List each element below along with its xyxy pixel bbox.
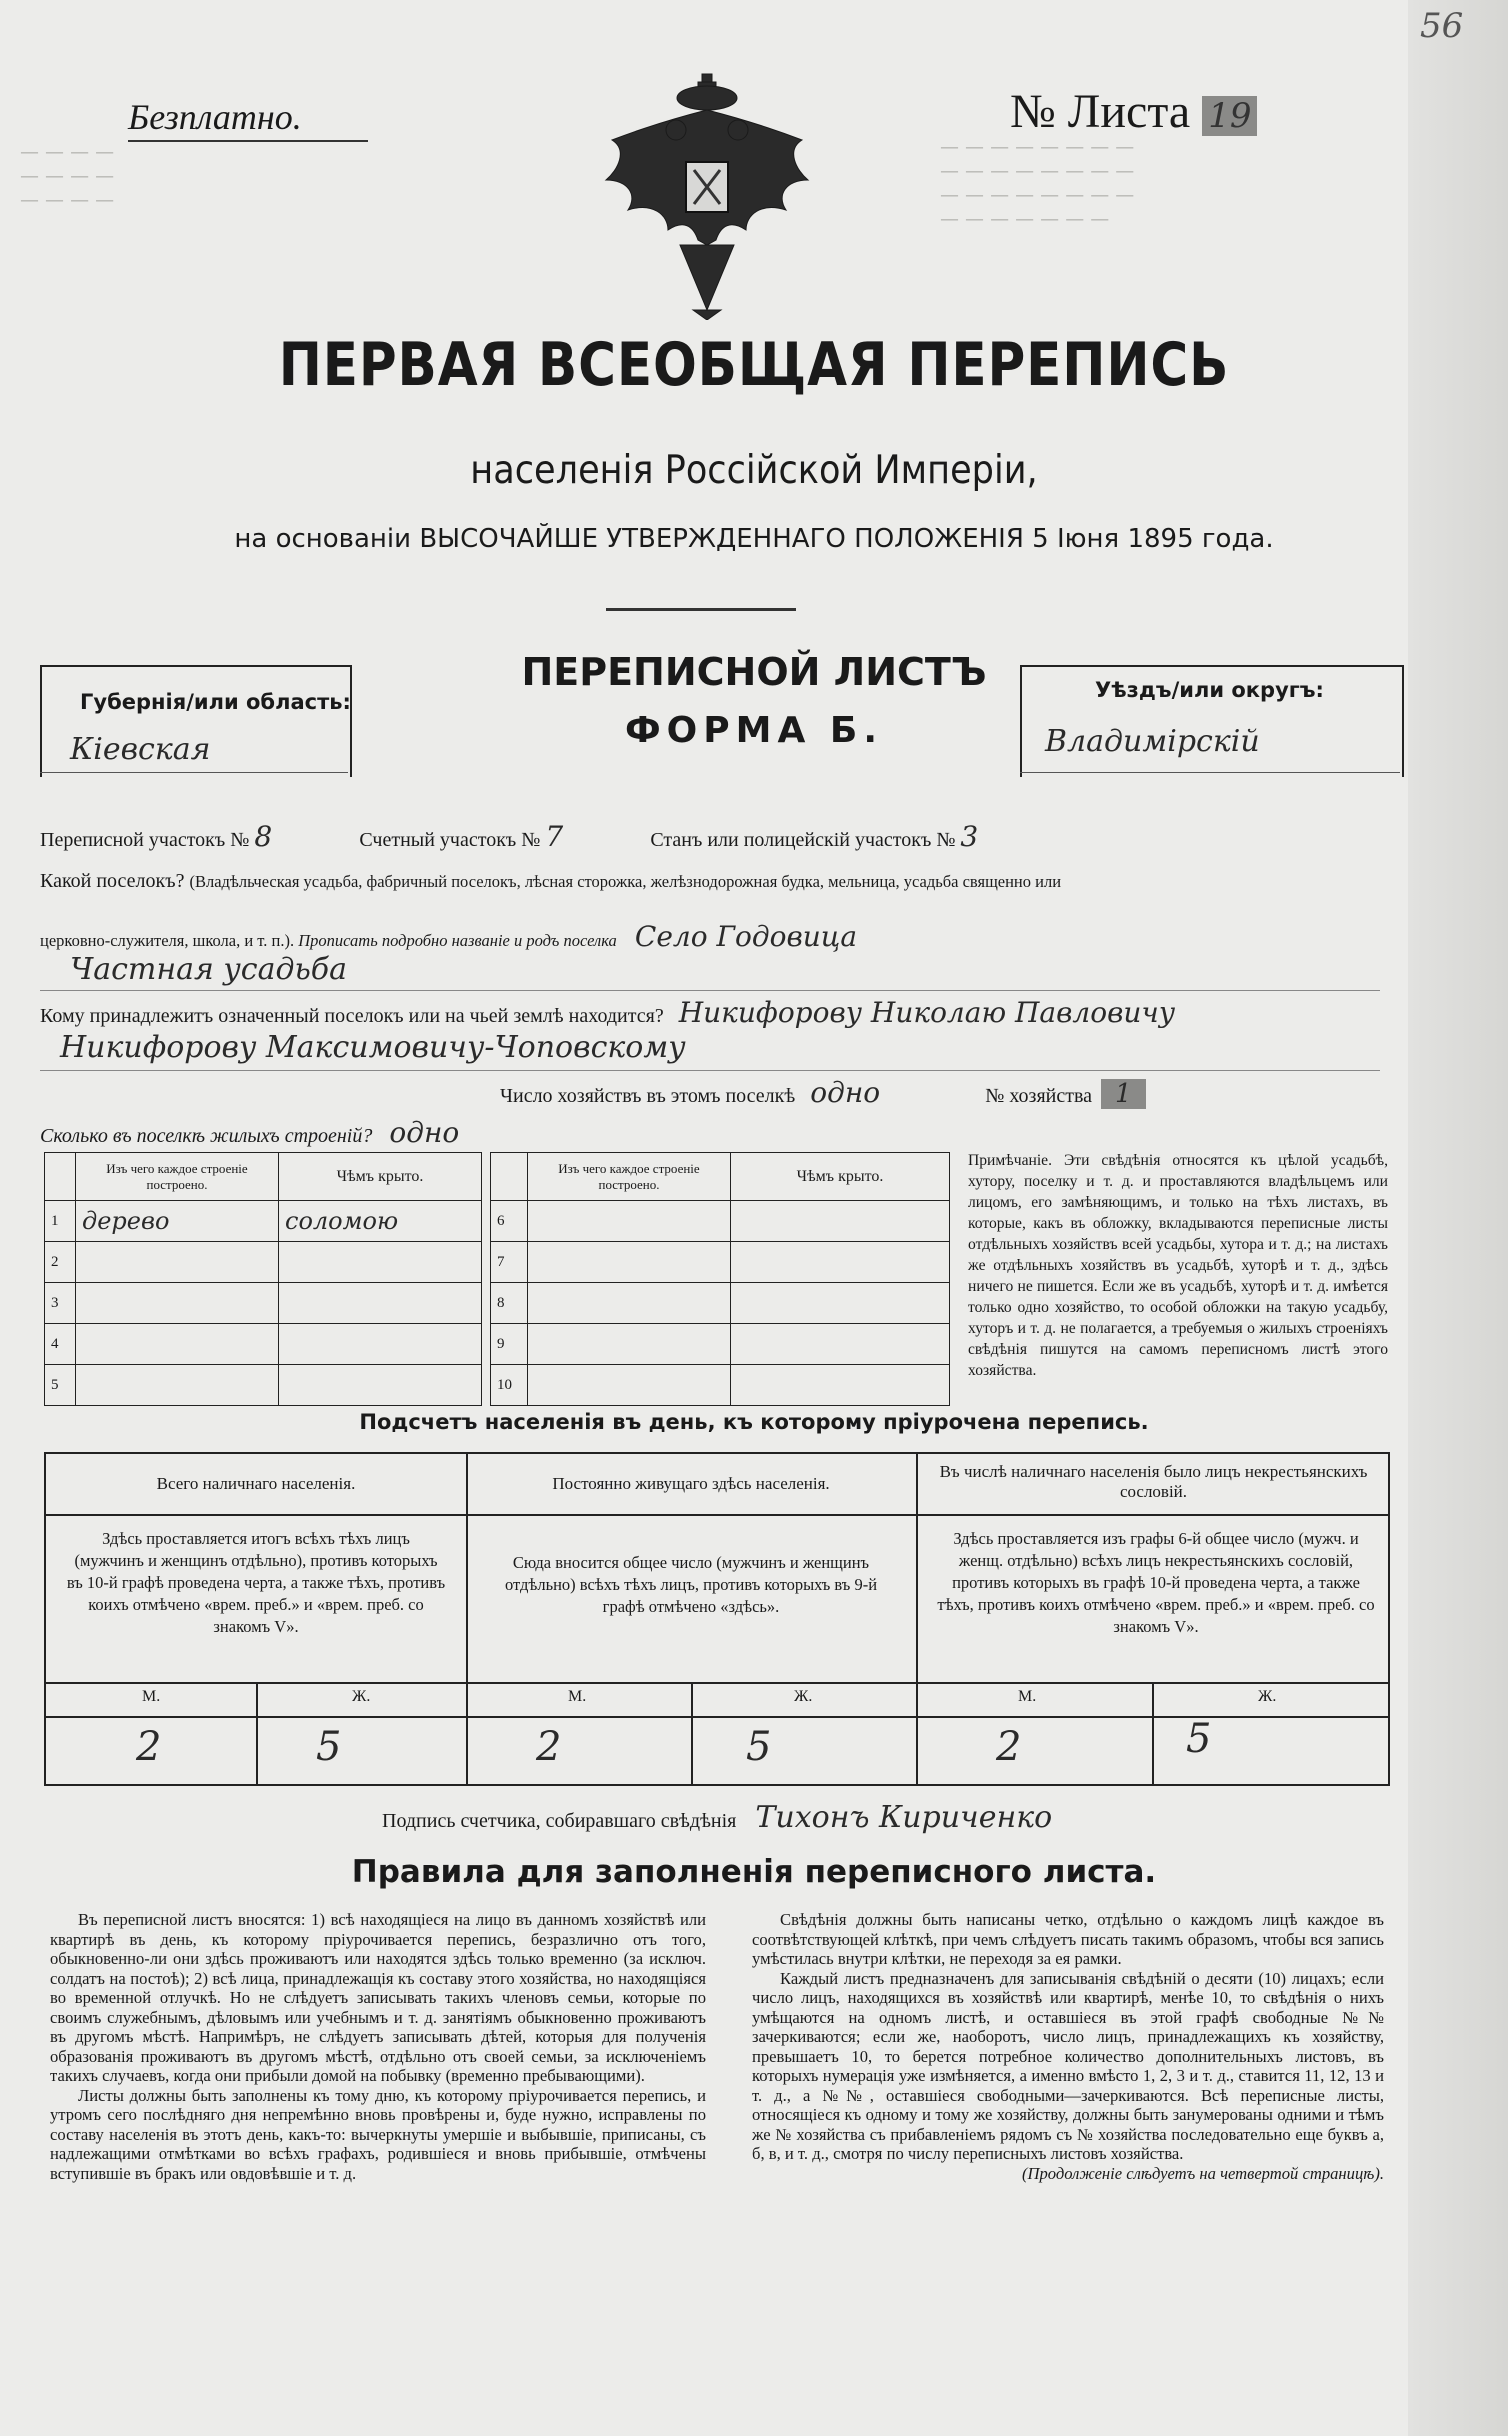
row-number: 6 (491, 1201, 528, 1242)
nonpeasant-female: 5 (1186, 1716, 1212, 1762)
settlement-hint-2: церковно-служителя, школа, и т. п.). (40, 931, 295, 950)
settlement-hint: (Владѣльческая усадьба, фабричный поселокъ, лѣсная сторожка, желѣзнодорожная будка, мельница, усадьба священно или (189, 872, 1062, 891)
guberniya-value: Кіевская (70, 732, 211, 767)
buildings-table-left (44, 1152, 482, 1406)
note: Примѣчаніе. Эти свѣдѣнія относятся къ цѣлой усадьбѣ, хутору, поселку и т. д. и проставляются владѣльцемъ или лицомъ, его замѣняющимъ, и только на тѣхъ листахъ, въ которые, какъ въ обложку, вкладываются переписные листы отдѣльныхъ хозяйствъ всей усадьбы, хутора и т. д.; на листахъ же отдѣльныхъ хозяйствъ въ усадьбѣ, хуторѣ и т. д., здѣсь ничего не пишется. Если же въ усадьбѣ, хуторѣ и т. д. имѣется только одно хозяйство, то особой обложки на такую усадьбу, хуторъ и т. д. не полагается, а требуемыя о жилыхъ строеніяхъ свѣдѣнія пишутся на самомъ переписномъ листѣ этого хозяйства. (968, 1152, 1388, 1379)
f-label-3: Ж. (1258, 1688, 1277, 1705)
buildings-value: одно (389, 1116, 460, 1149)
census-subtitle: населенія Россійской Имперіи, (470, 448, 1038, 493)
total-male: 2 (136, 1724, 162, 1770)
uezd-value: Владимірскій (1045, 724, 1260, 759)
building-material: дерево (76, 1201, 279, 1242)
household-no-value: 1 (1101, 1079, 1146, 1109)
stan-value: 3 (960, 820, 979, 853)
resident-female: 5 (746, 1724, 772, 1770)
col3-text: Здѣсь проставляется изъ графы 6-й общее число (мужч. и женщ. отдѣльно) всѣхъ лицъ некрестьянскихъ сословій, противъ которыхъ въ графѣ 10-й проведена черта, а также тѣхъ, противъ коихъ отмѣчено «врем. преб.» и «врем. преб. со знакомъ V». (937, 1529, 1375, 1636)
f-label-2: Ж. (794, 1688, 813, 1705)
households-row (500, 1076, 1146, 1109)
owner-value: Никифорову Николаю Павловичу (678, 996, 1176, 1029)
imperial-eagle-emblem (598, 70, 816, 320)
signature-label: Подпись счетчика, собиравшаго свѣдѣнія (382, 1810, 737, 1832)
rules-heading: Правила для заполненія переписного листа. (351, 1854, 1157, 1890)
household-no-label: № хозяйства (985, 1085, 1093, 1107)
col-divider-1 (466, 1454, 468, 1784)
corner-number: 56 (1420, 6, 1464, 46)
table-row (491, 1283, 950, 1324)
count-district-label: Счетный участокъ № (359, 829, 541, 851)
resident-male: 2 (536, 1724, 562, 1770)
row-number: 3 (45, 1283, 76, 1324)
settlement-line (40, 990, 1380, 991)
row-number: 7 (491, 1242, 528, 1283)
sheet-number-value: 19 (1202, 96, 1257, 136)
head-line (46, 1514, 1388, 1516)
mf-divider-1 (256, 1682, 258, 1784)
building-roof: соломою (279, 1201, 482, 1242)
total-female: 5 (316, 1724, 342, 1770)
col-material-header: Изъ чего каждое строеніе построено. (76, 1153, 279, 1201)
col1-head: Всего наличнаго населенія. (156, 1474, 356, 1493)
table-row (491, 1324, 950, 1365)
col3-head: Въ числѣ наличнаго населенія было лицъ некрестьянскихъ сословій. (939, 1462, 1368, 1501)
form-name: ПЕРЕПИСНОЙ ЛИСТЪ (521, 650, 987, 694)
table-row (45, 1242, 482, 1283)
col-roof-header: Чѣмъ крыто. (279, 1153, 482, 1201)
population-heading: Подсчетъ населенія въ день, къ которому пріурочена перепись. (359, 1410, 1149, 1434)
mf-line (46, 1682, 1388, 1684)
census-district-value: 8 (254, 820, 273, 853)
census-district-label: Переписной участокъ № (40, 829, 250, 851)
rules-right-p2: Каждый листъ предназначенъ для записыванія свѣдѣній о десяти (10) лицахъ; если число лицъ, находящихся въ хозяйствѣ или квартирѣ, менѣе 10, то свѣдѣнія о нихъ умѣщаются на одномъ листѣ, и оставшіеся въ этой графѣ свободные №№ зачеркиваются; если же, наоборотъ, число лицъ, принадлежащихъ къ хозяйству, превышаетъ 10, то берется потребное количество дополнительныхъ листовъ, въ которыхъ нумерація уже измѣняется, а именно вмѣсто 1, 2, 3 и т. д., ставится 11, 12, 13 и т. д., а №№, оставшіеся свободными—зачеркиваются. Всѣ переписные листы, относящіеся къ одному и тому же хозяйству, должны быть занумерованы одними и тѣмъ же № хозяйства съ прибавленіемъ рядомъ съ № хозяйства последовательно еще буквъ а, б, в, и т. д., смотря по числу переписныхъ листовъ хозяйства. (752, 1968, 1384, 2163)
table-row (45, 1324, 482, 1365)
row-number: 9 (491, 1324, 528, 1365)
sheet-number (1010, 84, 1257, 139)
page-edge-shadow (1408, 0, 1508, 2436)
title-divider (606, 608, 796, 611)
population-table (44, 1452, 1390, 1786)
settlement-row-2 (40, 920, 857, 953)
households-label: Число хозяйствъ въ этомъ поселкѣ (500, 1085, 796, 1107)
census-title: ПЕРВАЯ ВСЕОБЩАЯ ПЕРЕПИСЬ (278, 330, 1230, 400)
owner-label: Кому принадлежитъ означенный поселокъ или на чьей землѣ находится? (40, 1005, 664, 1027)
rules-left-p2: Листы должны быть заполнены къ тому дню, къ которому пріурочивается перепись, и утромъ сего послѣдняго дня непремѣнно вновь провѣрены и, буде нужно, исправлены по составу населенія въ этотъ день, какъ-то: вычеркнуты умершіе и выбывшіе, приписаны, съ надлежащими отмѣтками во всѣхъ графахъ, родившіеся и вновь прибывшіе, отмѣчены вступившіе въ бракъ или овдовѣвшіе и т. д. (50, 2085, 706, 2183)
buildings-label: Сколько въ поселкѣ жилыхъ строеній? (40, 1125, 373, 1147)
rules-right-p1: Свѣдѣнія должны быть написаны четко, отдѣльно о каждомъ лицѣ каждое въ соотвѣтствующей клѣткѣ, при чемъ слѣдуетъ писать такимъ образомъ, чтобы вся запись умѣстилась внутри клѣтки, не переходя за ея рамки. (752, 1910, 1384, 1968)
census-basis: на основаніи ВЫСОЧАЙШЕ УТВЕРЖДЕННАГО ПОЛОЖЕНІЯ 5 Іюня 1895 года. (234, 524, 1274, 554)
form-b: ФОРМА Б. (624, 710, 884, 751)
col-material-header-2: Изъ чего каждое строеніе построено. (528, 1153, 731, 1201)
col-roof-header-2: Чѣмъ крыто. (731, 1153, 950, 1201)
settlement-value: Село Годовица (634, 920, 858, 953)
col2-head: Постоянно живущаго здѣсь населенія. (552, 1474, 830, 1493)
free-label: Безплатно. (128, 97, 302, 137)
rules-right (752, 1910, 1384, 2183)
f-label-1: Ж. (352, 1688, 371, 1705)
row-number: 4 (45, 1324, 76, 1365)
uezd-underline (1020, 772, 1400, 773)
table-row (491, 1365, 950, 1406)
m-label-2: М. (568, 1688, 587, 1705)
bleed-through-right: — — — — — — — — — — — — — — — — — — — — — — — — — — — — — — — (940, 136, 1135, 230)
nonpeasant-male: 2 (996, 1724, 1022, 1770)
settlement-label: Какой поселокъ? (40, 870, 185, 892)
m-label-1: М. (142, 1688, 161, 1705)
rules-left (50, 1910, 706, 2183)
owner-line (40, 1070, 1380, 1071)
row-number: 2 (45, 1242, 76, 1283)
owner-row (40, 996, 1175, 1029)
signature-value: Тихонъ Кириченко (755, 1800, 1053, 1835)
count-district-value: 7 (545, 820, 564, 853)
owner-value-2: Никифорову Максимовичу-Чоповскому (60, 1030, 686, 1065)
buildings-table-right (490, 1152, 950, 1406)
row-number: 1 (45, 1201, 76, 1242)
bleed-through-left: — — — — — — — — — — — — (20, 141, 115, 211)
row-number: 5 (45, 1365, 76, 1406)
table-row (45, 1365, 482, 1406)
col2-text: Сюда вносится общее число (мужчинъ и женщинъ отдѣльно) всѣхъ тѣхъ лицъ, противъ которыхъ въ 9-й графѣ отмѣчено «здѣсь». (504, 1553, 878, 1616)
buildings-row (40, 1116, 459, 1149)
guberniya-underline (40, 772, 348, 773)
households-value: одно (810, 1076, 881, 1109)
col-divider-2 (916, 1454, 918, 1784)
table-row (45, 1201, 482, 1242)
settlement-row (40, 870, 1061, 893)
mf-divider-2 (691, 1682, 693, 1784)
col1-text: Здѣсь проставляется итогъ всѣхъ тѣхъ лицъ (мужчинъ и женщинъ отдѣльно), противъ которыхъ въ 10-й графѣ проведена черта, а также тѣхъ, противъ коихъ отмѣчено «врем. преб.» и «врем. преб. со знакомъ V». (66, 1529, 446, 1636)
row-number: 8 (491, 1283, 528, 1324)
mf-divider-3 (1152, 1682, 1154, 1784)
stan-label: Станъ или полицейскій участокъ № (650, 829, 956, 851)
table-row (491, 1242, 950, 1283)
rules-continuation: (Продолженіе слѣдуетъ на четвертой страницѣ). (1021, 2163, 1384, 2183)
m-label-3: М. (1018, 1688, 1037, 1705)
districts-row (40, 820, 978, 853)
table-row (45, 1283, 482, 1324)
uezd-label: Уѣздъ/или округъ: (1095, 678, 1324, 702)
settlement-value-2: Частная усадьба (70, 952, 348, 987)
settlement-hint-3: Прописать подробно названіе и родъ поселка (298, 931, 617, 950)
sheet-number-label: № Листа (1010, 85, 1191, 138)
free-underline (128, 140, 368, 142)
signature-row (382, 1800, 1052, 1835)
row-number: 10 (491, 1365, 528, 1406)
rules-left-p1: Въ переписной листъ вносятся: 1) всѣ находящіеся на лицо въ данномъ хозяйствѣ или квартирѣ въ день, къ которому пріурочивается перепись, безразлично отъ того, обыкновенно-ли они здѣсь проживаютъ или находятся здѣсь только временно (за исключ. солдатъ на постоѣ); 2) всѣ лица, принадлежащія къ составу этого хозяйства, но находящіяся во временной отлучкѣ. Но не слѣдуетъ записывать такихъ членовъ семьи, которые по своимъ служебнымъ, дѣловымъ или учебнымъ и т. д. занятіямъ обыкновенно проживаютъ въ другомъ мѣстѣ. Напримѣръ, не слѣдуетъ записывать дѣтей, которыя для полученія образованія проживаютъ въ другомъ мѣстѣ, отдѣльно отъ своей семьи, за исключеніемъ такихъ случаевъ, когда они прибыли домой на побывку (временно пребывающими). (50, 1910, 706, 2085)
table-row (491, 1201, 950, 1242)
guberniya-label: Губернія/или область: (80, 690, 351, 714)
